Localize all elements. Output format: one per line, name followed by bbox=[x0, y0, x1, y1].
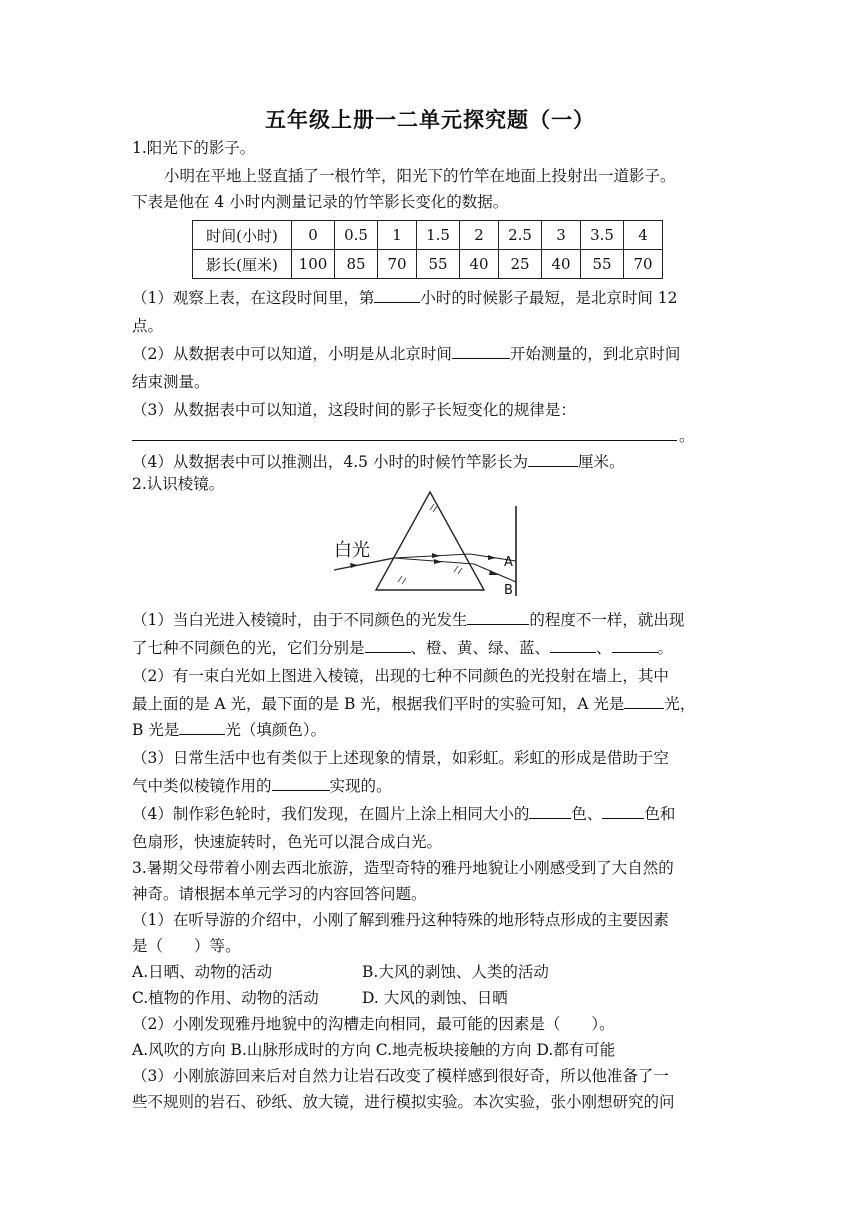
shadow-length-table bbox=[192, 220, 663, 279]
q2-sub1-text-f: 。 bbox=[657, 639, 674, 657]
q1-intro-line1: 小明在平地上竖直插了一根竹竿，阳光下的竹竿在地面上投射出一道影子。 bbox=[164, 167, 676, 185]
q3-sub2-options[interactable]: A.风吹的方向 B.山脉形成时的方向 C.地壳板块接触的方向 D.都有可能 bbox=[132, 1041, 616, 1059]
prism-triangle bbox=[376, 492, 484, 590]
q2-sub1-text-b: 的程度不一样，就出现 bbox=[529, 611, 685, 629]
label-b: B bbox=[504, 583, 513, 598]
answer-blank[interactable] bbox=[452, 343, 510, 359]
q2-sub1-line2 bbox=[132, 636, 673, 660]
prism-diagram bbox=[330, 486, 530, 598]
q1-sub4-text-a: （4）从数据表中可以推测出，4.5 小时的时候竹竿影长为 bbox=[132, 453, 528, 471]
q1-intro-line2: 下表是他在 4 小时内测量记录的竹竿影长变化的数据。 bbox=[132, 193, 509, 211]
q1-sub3-line1: （3）从数据表中可以知道，这段时间的影子长短变化的规律是： bbox=[132, 401, 576, 419]
table-header-time: 时间(小时) bbox=[193, 221, 292, 250]
q2-sub2-line1: （2）有一束白光如上图进入棱镜，出现的七种不同颜色的光投射在墙上，其中 bbox=[132, 667, 669, 685]
q2-sub1-text-c: 了七种不同颜色的光，它们分别是 bbox=[132, 639, 365, 657]
q1-sub1-text-b: 小时的时候影子最短，是北京时间 12 bbox=[420, 289, 678, 307]
q2-sub2-line2 bbox=[132, 692, 695, 716]
q2-sub4-text-c: 色和 bbox=[644, 805, 676, 823]
table-cell: 3 bbox=[542, 221, 581, 250]
table-cell: 0 bbox=[292, 221, 335, 250]
answer-blank[interactable] bbox=[467, 609, 529, 625]
label-a: A bbox=[504, 555, 513, 570]
q2-sub2-line3 bbox=[132, 718, 326, 742]
q3-sub3-line2: 些不规则的岩石、砂纸、放大镜，进行模拟实验。本次实验，张小刚想研究的问 bbox=[132, 1093, 675, 1111]
q1-sub1-line1 bbox=[132, 286, 678, 310]
glass-hatch-icon bbox=[398, 504, 462, 584]
q3-option-c[interactable]: C.植物的作用、动物的活动 bbox=[132, 989, 319, 1007]
q1-sub4-text-b: 厘米。 bbox=[577, 453, 625, 471]
answer-blank[interactable] bbox=[550, 637, 596, 653]
q1-sub1-text-a: （1）观察上表，在这段时间里，第 bbox=[132, 289, 375, 307]
q1-sub4 bbox=[132, 450, 624, 474]
q2-sub2-text-d: B 光是 bbox=[132, 721, 180, 739]
answer-blank[interactable] bbox=[624, 693, 664, 709]
table-cell: 55 bbox=[581, 250, 624, 279]
q2-heading: 2.认识棱镜。 bbox=[132, 475, 225, 493]
answer-blank[interactable] bbox=[179, 719, 225, 735]
table-cell: 55 bbox=[417, 250, 460, 279]
answer-blank[interactable] bbox=[528, 451, 578, 467]
q2-sub3-line1: （3）日常生活中也有类似于上述现象的情景，如彩虹。彩虹的形成是借助于空 bbox=[132, 749, 669, 767]
table-cell: 4 bbox=[624, 221, 663, 250]
arrow-icon bbox=[489, 570, 498, 575]
table-cell: 70 bbox=[378, 250, 417, 279]
q2-sub4-line2: 色扇形，快速旋转时，色光可以混合成白光。 bbox=[132, 833, 443, 851]
answer-line[interactable] bbox=[132, 440, 677, 441]
q2-sub4-text-a: （4）制作彩色轮时，我们发现，在圆片上涂上相同大小的 bbox=[132, 805, 530, 823]
q2-sub2-text-e: 光（填颜色）。 bbox=[225, 721, 327, 739]
q3-sub1-line2: 是（ ）等。 bbox=[132, 937, 241, 955]
q2-sub3-line2 bbox=[132, 774, 392, 798]
q1-sub1-line2: 点。 bbox=[132, 317, 164, 335]
q1-sub2-line2: 结束测量。 bbox=[132, 373, 210, 391]
answer-blank[interactable] bbox=[612, 637, 658, 653]
table-row bbox=[193, 250, 663, 279]
table-cell: 3.5 bbox=[581, 221, 624, 250]
q3-heading-line2: 神奇。请根据本单元学习的内容回答问题。 bbox=[132, 885, 427, 903]
q3-heading-line1: 3.暑期父母带着小刚去西北旅游，造型奇特的雅丹地貌让小刚感受到了大自然的 bbox=[132, 859, 674, 877]
table-row bbox=[193, 221, 663, 250]
q2-sub4-line1 bbox=[132, 802, 675, 826]
q2-sub1-text-a: （1）当白光进入棱镜时，由于不同颜色的光发生 bbox=[132, 611, 468, 629]
table-header-length: 影长(厘米) bbox=[193, 250, 292, 279]
q2-sub1-text-e: 、 bbox=[596, 639, 612, 657]
q1-sub2-text-a: （2）从数据表中可以知道，小明是从北京时间 bbox=[132, 345, 452, 363]
answer-blank[interactable] bbox=[272, 775, 330, 791]
table-cell: 40 bbox=[542, 250, 581, 279]
q1-sub2-text-b: 开始测量的，到北京时间 bbox=[509, 345, 681, 363]
q2-sub2-text-b: 最上面的是 A 光，最下面的是 B 光，根据我们平时的实验可知，A 光是 bbox=[132, 695, 625, 713]
q3-sub1-line1: （1）在听导游的介绍中，小刚了解到雅丹这种特殊的地形特点形成的主要因素 bbox=[132, 911, 669, 929]
q2-sub1-text-d: 、橙、黄、绿、蓝、 bbox=[410, 639, 551, 657]
q2-sub1-line1 bbox=[132, 608, 684, 632]
q2-sub3-text-b: 气中类似棱镜作用的 bbox=[132, 777, 272, 795]
answer-blank[interactable] bbox=[529, 803, 571, 819]
answer-blank[interactable] bbox=[374, 287, 420, 303]
arrow-icon bbox=[350, 563, 358, 568]
table-cell: 1 bbox=[378, 221, 417, 250]
q3-option-d[interactable]: D. 大风的剥蚀、日晒 bbox=[362, 989, 508, 1007]
table-cell: 0.5 bbox=[335, 221, 378, 250]
page-title: 五年级上册一二单元探究题（一） bbox=[265, 107, 595, 132]
q3-option-b[interactable]: B.大风的剥蚀、人类的活动 bbox=[362, 963, 549, 981]
q3-sub3-line1: （3）小刚旅游回来后对自然力让岩石改变了模样感到很好奇，所以他准备了一 bbox=[132, 1067, 669, 1085]
table-cell: 1.5 bbox=[417, 221, 460, 250]
q3-sub2: （2）小刚发现雅丹地貌中的沟槽走向相同，最可能的因素是（ ）。 bbox=[132, 1015, 615, 1033]
answer-blank[interactable] bbox=[365, 637, 411, 653]
table-cell: 25 bbox=[499, 250, 542, 279]
q3-option-a[interactable]: A.日晒、动物的活动 bbox=[132, 963, 273, 981]
table-cell: 40 bbox=[460, 250, 499, 279]
table-cell: 85 bbox=[335, 250, 378, 279]
q1-sub2-line1 bbox=[132, 342, 680, 366]
q1-sub3-end: 。 bbox=[679, 427, 695, 445]
q2-sub2-text-c: 光， bbox=[664, 695, 696, 713]
answer-blank[interactable] bbox=[602, 803, 644, 819]
q2-sub3-text-c: 实现的。 bbox=[329, 777, 392, 795]
white-light-label: 白光 bbox=[334, 540, 370, 561]
table-cell: 2 bbox=[460, 221, 499, 250]
table-cell: 2.5 bbox=[499, 221, 542, 250]
table-cell: 100 bbox=[292, 250, 335, 279]
table-cell: 70 bbox=[624, 250, 663, 279]
q1-heading: 1.阳光下的影子。 bbox=[132, 139, 256, 157]
q2-sub4-text-b: 色、 bbox=[571, 805, 603, 823]
